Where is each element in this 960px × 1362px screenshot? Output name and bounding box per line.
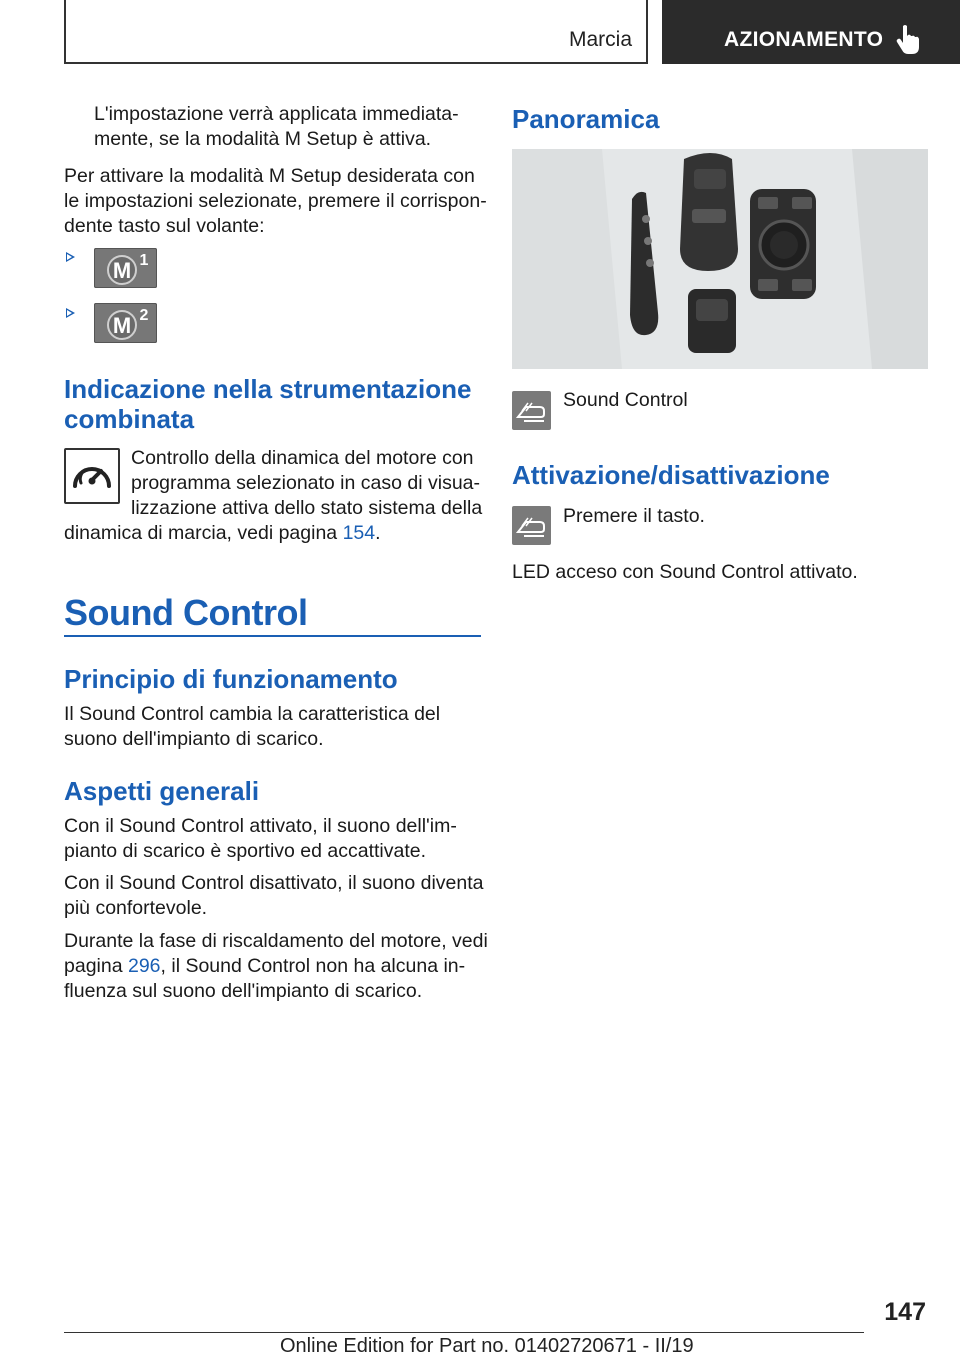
paragraph-line: più confortevole. [64,897,208,919]
sound-control-label: Sound Control [563,389,688,411]
page-link-296[interactable]: 296 [127,955,161,977]
heading-principio: Principio di funzionamento [64,664,398,694]
heading-aspetti: Aspetti generali [64,776,260,806]
list-bullet [66,308,75,318]
note-line: mente, se la modalità M Setup è attiva. [94,128,432,150]
paragraph-line: Controllo della dinamica del motore con [131,447,474,469]
text-fragment: pagina [64,955,128,977]
header-chapter-tab [662,0,960,64]
header-chapter-title: AZIONAMENTO [724,28,884,51]
paragraph-line: le impostazioni selezionate, premere il corrispon‐ [64,190,487,212]
header-section-tab [64,0,648,64]
paragraph-line: pianto di scarico è sportivo ed accattivate. [64,840,427,862]
heading-panoramica: Panoramica [512,104,660,134]
instruction-text: Premere il tasto. [563,505,705,527]
list-bullet [66,252,75,262]
paragraph-line: Durante la fase di riscaldamento del motore, vedi [64,930,488,952]
paragraph-line: fluenza sul suono dell'impianto di scarico. [64,980,423,1002]
page-number: 147 [884,1298,926,1326]
paragraph-line: Il Sound Control cambia la caratteristica del [64,703,441,725]
m2-button-icon [94,303,157,343]
paragraph-line: suono dell'impianto di scarico. [64,728,324,750]
paragraph-line [64,521,381,546]
gauge-icon [64,448,120,504]
heading-rule [64,635,481,637]
text-fragment: , il Sound Control non ha alcuna in‐ [160,955,466,977]
paragraph-line: Con il Sound Control disattivato, il suono diventa [64,872,484,894]
sound-control-icon [512,391,551,430]
paragraph-line: programma selezionato in caso di visua‐ [131,472,481,494]
heading-attivazione: Attivazione/disattivazione [512,460,830,490]
paragraph-line [64,954,465,979]
paragraph-line: dente tasto sul volante: [64,215,265,237]
heading-indicazione: Indicazione nella strumentazione [64,374,472,404]
paragraph-line: lizzazione attiva dello stato sistema della [131,497,483,519]
m1-number: 1 [139,252,149,269]
m2-number: 2 [139,307,149,324]
paragraph-line: Con il Sound Control attivato, il suono dell'im‐ [64,815,457,837]
footer-rule [64,1332,864,1333]
m1-button-icon [94,248,157,288]
heading-sound-control: Sound Control [64,592,308,633]
m2-letter: M [112,313,132,338]
led-status-text: LED acceso con Sound Control attivato. [512,561,858,583]
text-fragment: . [375,522,381,544]
footer-edition: Online Edition for Part no. 01402720671 - II/19 [280,1335,694,1357]
m1-letter: M [112,258,132,283]
sound-control-icon [512,506,551,545]
text-fragment: dinamica di marcia, vedi pagina [64,522,343,544]
header-section-title: Marcia [568,28,632,51]
pointing-hand-icon [896,24,922,54]
note-line: L'impostazione verrà applicata immediata‐ [94,103,459,125]
heading-indicazione: combinata [64,404,195,434]
center-console-photo [512,149,928,369]
paragraph-line: Per attivare la modalità M Setup desiderata con [64,165,475,187]
page-link-154[interactable]: 154 [342,522,376,544]
